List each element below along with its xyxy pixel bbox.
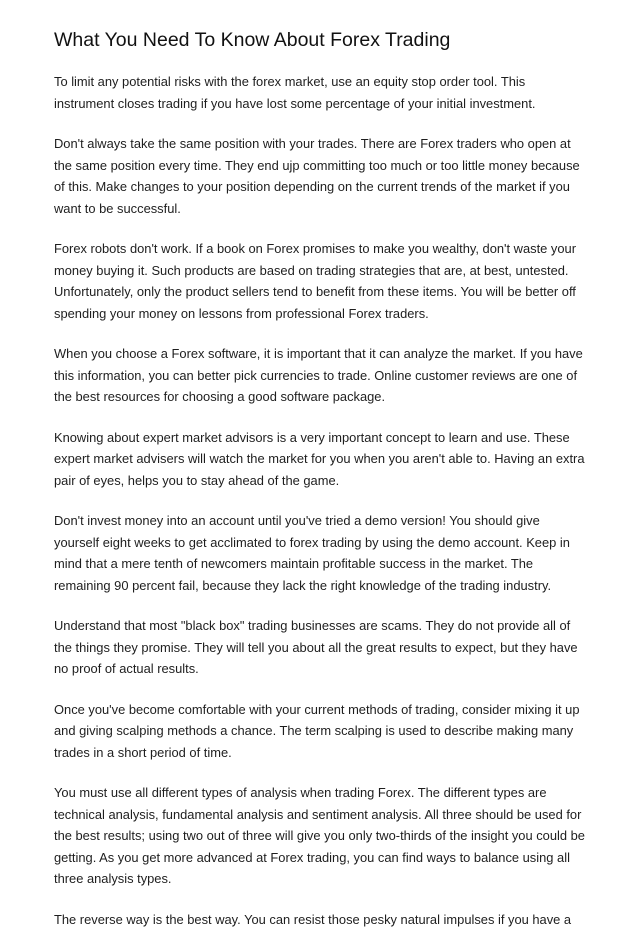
paragraph-demo-account: Don't invest money into an account until you've tried a demo version! You should give yourself eight weeks to get acclimated to forex trading by using the demo account. Keep in mind that a mere tenth of newcomers maintain profitable success in the market. The remaining 90 percent fail, because they lack the right knowledge of the trading industry.: [54, 510, 588, 596]
paragraph-forex-robots: Forex robots don't work. If a book on Forex promises to make you wealthy, don't waste your money buying it. Such products are based on trading strategies that are, at best, untested. Unfortunately, only the product sellers tend to benefit from these items. You will be better off spending your money on lessons from professional Forex traders.: [54, 238, 588, 324]
paragraph-same-position: Don't always take the same position with your trades. There are Forex traders who open at the same position every time. They end ujp committing too much or too little money because of this. Make changes to your position depending on the current trends of the market if you want to be successful.: [54, 133, 588, 219]
paragraph-analysis-types: You must use all different types of analysis when trading Forex. The different types are technical analysis, fundamental analysis and sentiment analysis. All three should be used for the best results; using two out of three will give you only two-thirds of the insight you could be getting. As you get more advanced at Forex trading, you can find ways to balance using all three analysis types.: [54, 782, 588, 890]
document-title: What You Need To Know About Forex Trading: [54, 26, 588, 54]
paragraph-equity-stop: To limit any potential risks with the forex market, use an equity stop order tool. This instrument closes trading if you have lost some percentage of your initial investment.: [54, 71, 588, 114]
paragraph-reverse-way: The reverse way is the best way. You can resist those pesky natural impulses if you have a: [54, 909, 588, 930]
paragraph-forex-software: When you choose a Forex software, it is important that it can analyze the market. If you have this information, you can better pick currencies to trade. Online customer reviews are one of the best resources for choosing a good software package.: [54, 343, 588, 408]
paragraph-expert-advisors: Knowing about expert market advisors is a very important concept to learn and use. These expert market advisers will watch the market for you when you aren't able to. Having an extra pair of eyes, helps you to stay ahead of the game.: [54, 427, 588, 492]
document-content: [54, 26, 588, 930]
paragraph-scalping: Once you've become comfortable with your current methods of trading, consider mixing it up and giving scalping methods a chance. The term scalping is used to describe making many trades in a short period of time.: [54, 699, 588, 764]
paragraph-black-box-scams: Understand that most "black box" trading businesses are scams. They do not provide all of the things they promise. They will tell you about all the great results to expect, but they have no proof of actual results.: [54, 615, 588, 680]
